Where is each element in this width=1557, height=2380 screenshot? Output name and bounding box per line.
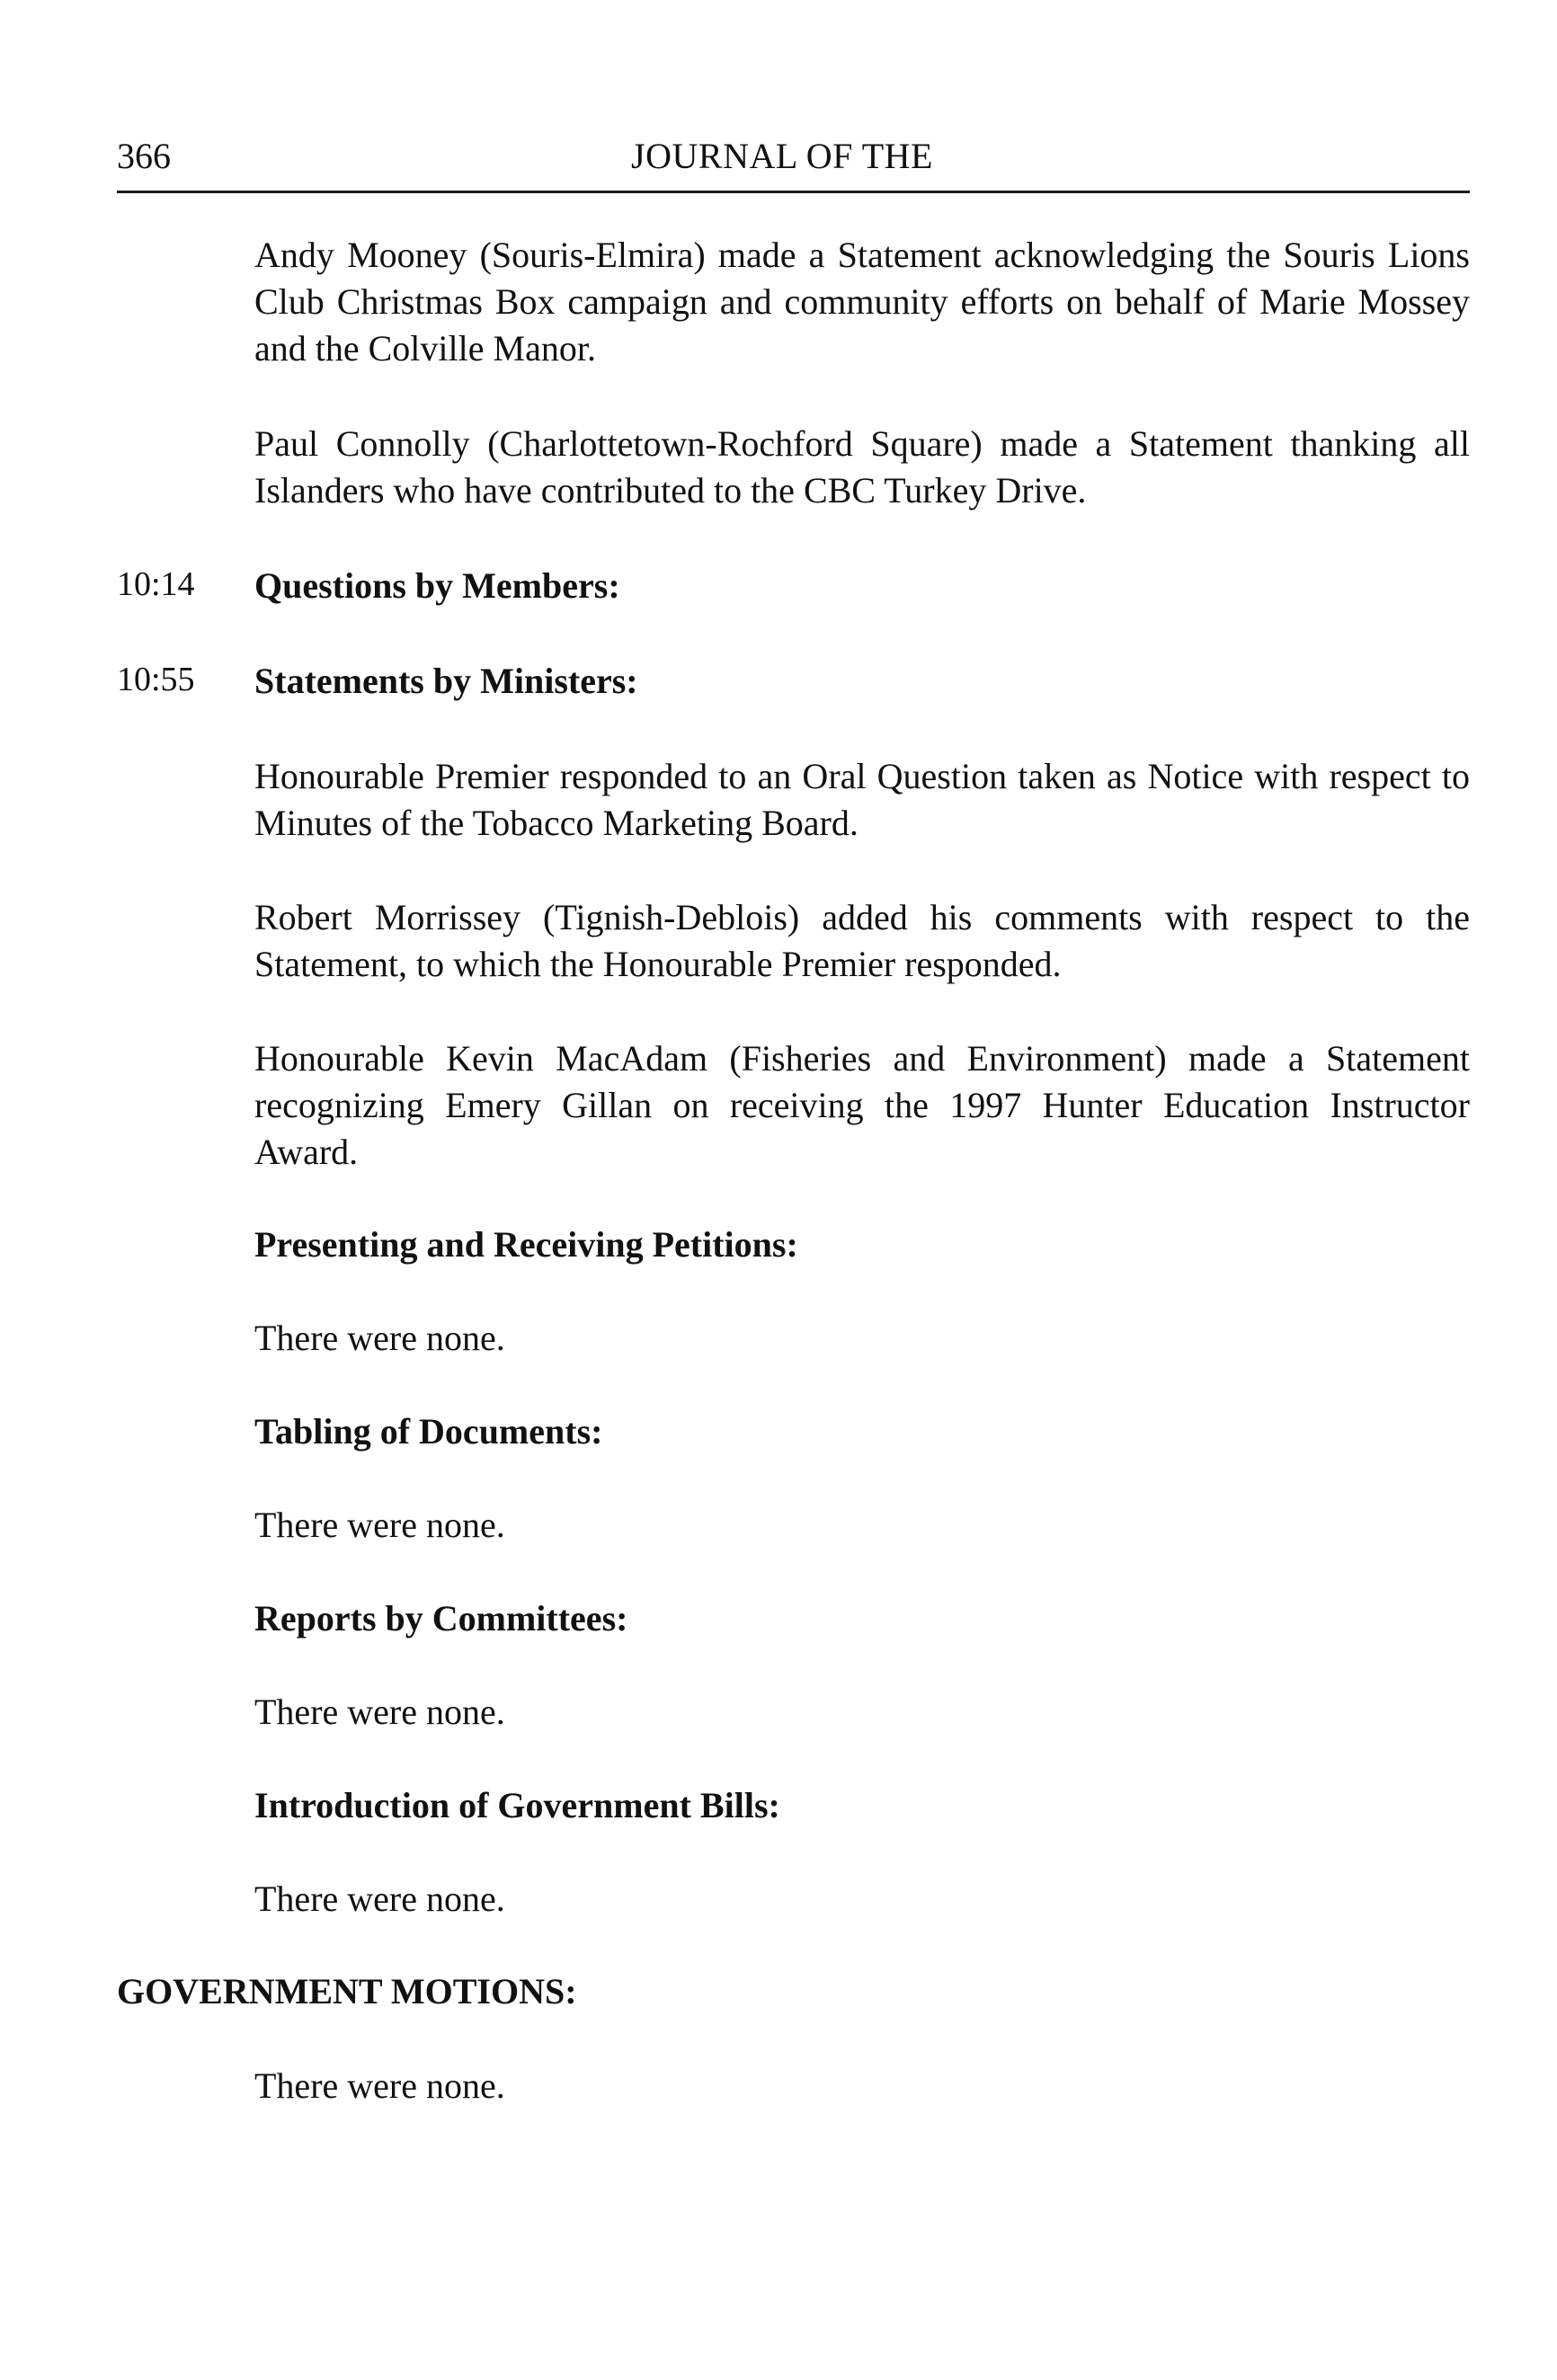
paragraph-macadam-statement: Honourable Kevin MacAdam (Fisheries and Environment) made a Statement recognizing Emery Gillan on receiving the 1997 Hunter Education Instructor Award. — [254, 1038, 1470, 1172]
timestamp-questions: 10:14 — [117, 565, 195, 603]
heading-petitions: Presenting and Receiving Petitions: — [254, 1224, 798, 1265]
timestamp-statements: 10:55 — [117, 661, 195, 698]
text-petitions-none: There were none. — [254, 1318, 505, 1358]
text-government-motions-none: There were none. — [254, 2065, 505, 2106]
heading-tabling-of-documents: Tabling of Documents: — [254, 1411, 603, 1452]
running-head: JOURNAL OF THE — [631, 136, 933, 176]
paragraph-mooney-statement: Andy Mooney (Souris-Elmira) made a Statement acknowledging the Souris Lions Club Christmas Box campaign and community efforts on behalf of Marie Mossey and the Colville Manor. — [254, 235, 1470, 369]
page-header — [117, 135, 1470, 193]
paragraph-premier-response: Honourable Premier responded to an Oral Question taken as Notice with respect to Minutes of the Tobacco Marketing Board. — [254, 756, 1470, 843]
paragraph-morrissey-comments: Robert Morrissey (Tignish-Deblois) added his comments with respect to the Statement, to which the Honourable Premier responded. — [254, 897, 1470, 984]
heading-government-motions: GOVERNMENT MOTIONS: — [117, 1971, 577, 2011]
heading-statements-by-ministers: Statements by Ministers: — [254, 661, 638, 701]
page-number: 366 — [117, 136, 171, 176]
heading-reports-by-committees: Reports by Committees: — [254, 1598, 628, 1638]
text-reports-none: There were none. — [254, 1692, 505, 1732]
paragraph-connolly-statement: Paul Connolly (Charlottetown-Rochford Square) made a Statement thanking all Islanders who have contributed to the CBC Turkey Drive. — [254, 423, 1470, 511]
text-tabling-none: There were none. — [254, 1505, 505, 1545]
heading-questions-by-members: Questions by Members: — [254, 565, 620, 606]
text-bills-none: There were none. — [254, 1878, 505, 1919]
heading-government-bills: Introduction of Government Bills: — [254, 1785, 780, 1825]
